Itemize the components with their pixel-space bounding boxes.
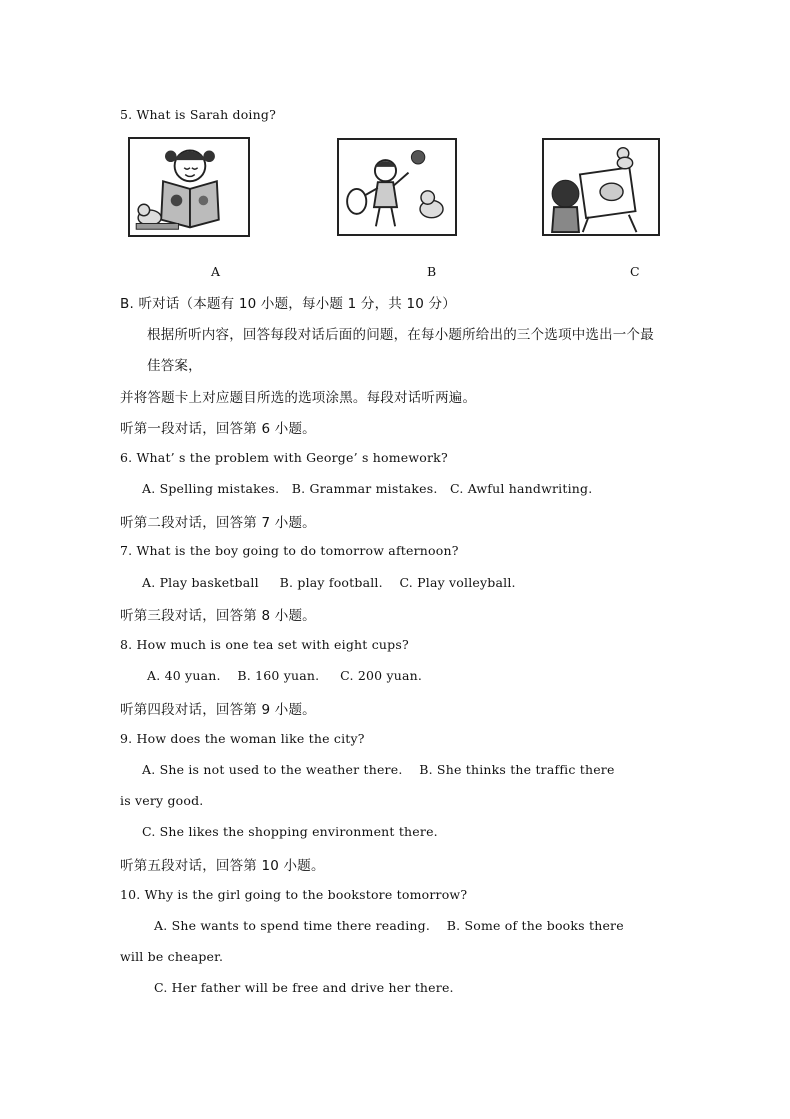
question-9-options-line-3: C. She likes the shopping environment there. (142, 824, 438, 839)
question-5: 5. What is Sarah doing? (120, 107, 276, 122)
question-10-options-line-2: will be cheaper. (120, 949, 224, 964)
dialog-3-header: 听第三段对话，回答第 8 小题。 (120, 608, 316, 624)
dialog-2-header: 听第二段对话，回答第 7 小题。 (120, 515, 316, 531)
question-7: 7. What is the boy going to do tomorrow afternoon? (120, 543, 459, 558)
picture-option-a (128, 137, 250, 237)
section-b-title: B. 听对话（本题有 10 小题，每小题 1 分，共 10 分） (120, 296, 456, 312)
question-6: 6. What’ s the problem with George’ s homework? (120, 450, 448, 465)
option-label-a: A (211, 264, 221, 279)
question-6-options: A. Spelling mistakes. B. Grammar mistakes. C. Awful handwriting. (142, 481, 593, 496)
question-7-options: A. Play basketball B. play football. C. Play volleyball. (142, 575, 516, 590)
question-10-options-line-3: C. Her father will be free and drive her there. (154, 980, 454, 995)
question-9: 9. How does the woman like the city? (120, 731, 365, 746)
dialog-5-header: 听第五段对话，回答第 10 小题。 (120, 858, 325, 874)
girl-tennis-illustration (339, 140, 455, 234)
picture-option-c (542, 138, 660, 236)
option-label-b: B (427, 264, 437, 279)
dialog-4-header: 听第四段对话，回答第 9 小题。 (120, 702, 316, 718)
picture-option-b (337, 138, 457, 236)
option-label-c: C (630, 264, 640, 279)
section-b-instruction-1: 根据所听内容，回答每段对话后面的问题，在每小题所给出的三个选项中选出一个最 (147, 327, 654, 343)
section-b-instruction-3: 并将答题卡上对应题目所选的选项涂黑。每段对话听两遍。 (120, 390, 477, 406)
question-10-options-line-1: A. She wants to spend time there reading. B. Some of the books there (154, 918, 624, 933)
girl-reading-illustration (130, 139, 248, 235)
dialog-1-header: 听第一段对话，回答第 6 小题。 (120, 421, 316, 437)
section-b-instruction-2: 佳答案， (147, 358, 202, 374)
question-8: 8. How much is one tea set with eight cups? (120, 637, 409, 652)
child-drawing-illustration (544, 140, 658, 234)
question-9-options-line-2: is very good. (120, 793, 204, 808)
question-8-options: A. 40 yuan. B. 160 yuan. C. 200 yuan. (147, 668, 423, 683)
question-10: 10. Why is the girl going to the bookstore tomorrow? (120, 887, 468, 902)
question-9-options-line-1: A. She is not used to the weather there. B. She thinks the traffic there (142, 762, 615, 777)
